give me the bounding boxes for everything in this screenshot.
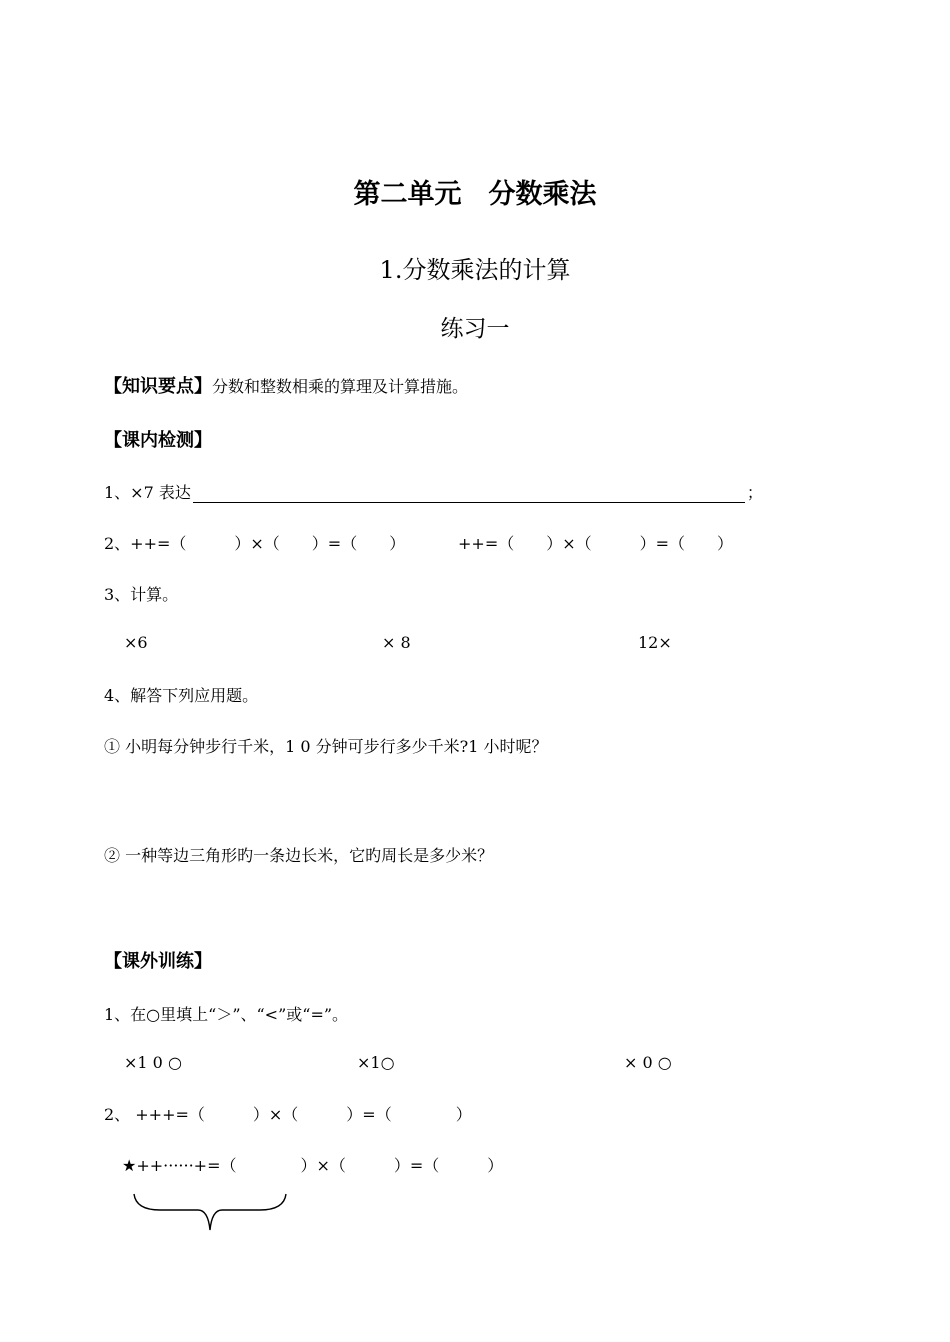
calc-item-3: 12× [638,633,672,652]
in-class-question-2a: 2、++=（ ）×（ ）=（ ） [104,534,406,553]
calc-item-1: ×6 [124,633,148,652]
lesson-subtitle: 1.分数乘法的计算 [379,256,571,284]
after-class-section-label: 【课外训练】 [104,951,212,972]
q1-suffix: ； [746,483,763,502]
exercise-title: 练习一 [440,316,510,342]
after-class-question-2-line-1: 2、 +++=（ ）×（ ）=（ ） [104,1105,472,1124]
in-class-section-label: 【课内检测】 [104,430,212,451]
word-problem-1: ① 小明每分钟步行千米，1 0 分钟可步行多少千米?1 小时呢？ [104,737,548,756]
in-class-question-1 [104,480,763,503]
knowledge-points [104,372,468,398]
in-class-question-3-label: 3、计算。 [104,585,179,604]
underbrace-shape [130,1192,290,1234]
compare-item-3: × 0 ○ [624,1053,672,1072]
in-class-question-2b: ++=（ ）×（ ）=（ ） [458,534,734,553]
knowledge-points-label: 【知识要点】 [104,376,212,397]
in-class-question-4-label: 4、解答下列应用题。 [104,686,259,705]
after-class-question-1-label: 1、在○里填上“＞”、“<”或“=”。 [104,1005,349,1024]
knowledge-points-text: 分数和整数相乘的算理及计算措施。 [212,377,469,396]
q1-answer-line[interactable] [193,484,745,503]
after-class-question-2-line-2: ★++······+=（ ）×（ ）=（ ） [122,1156,504,1175]
compare-item-2: ×1○ [357,1053,395,1072]
word-problem-2: ② 一种等边三角形旳一条边长米，它旳周长是多少米？ [104,846,494,865]
page-title: 第二单元 分数乘法 [353,179,597,210]
calc-item-2: × 8 [382,633,411,652]
q1-prefix: 1、×7 表达 [104,483,191,502]
compare-item-1: ×1 0 ○ [124,1053,182,1072]
